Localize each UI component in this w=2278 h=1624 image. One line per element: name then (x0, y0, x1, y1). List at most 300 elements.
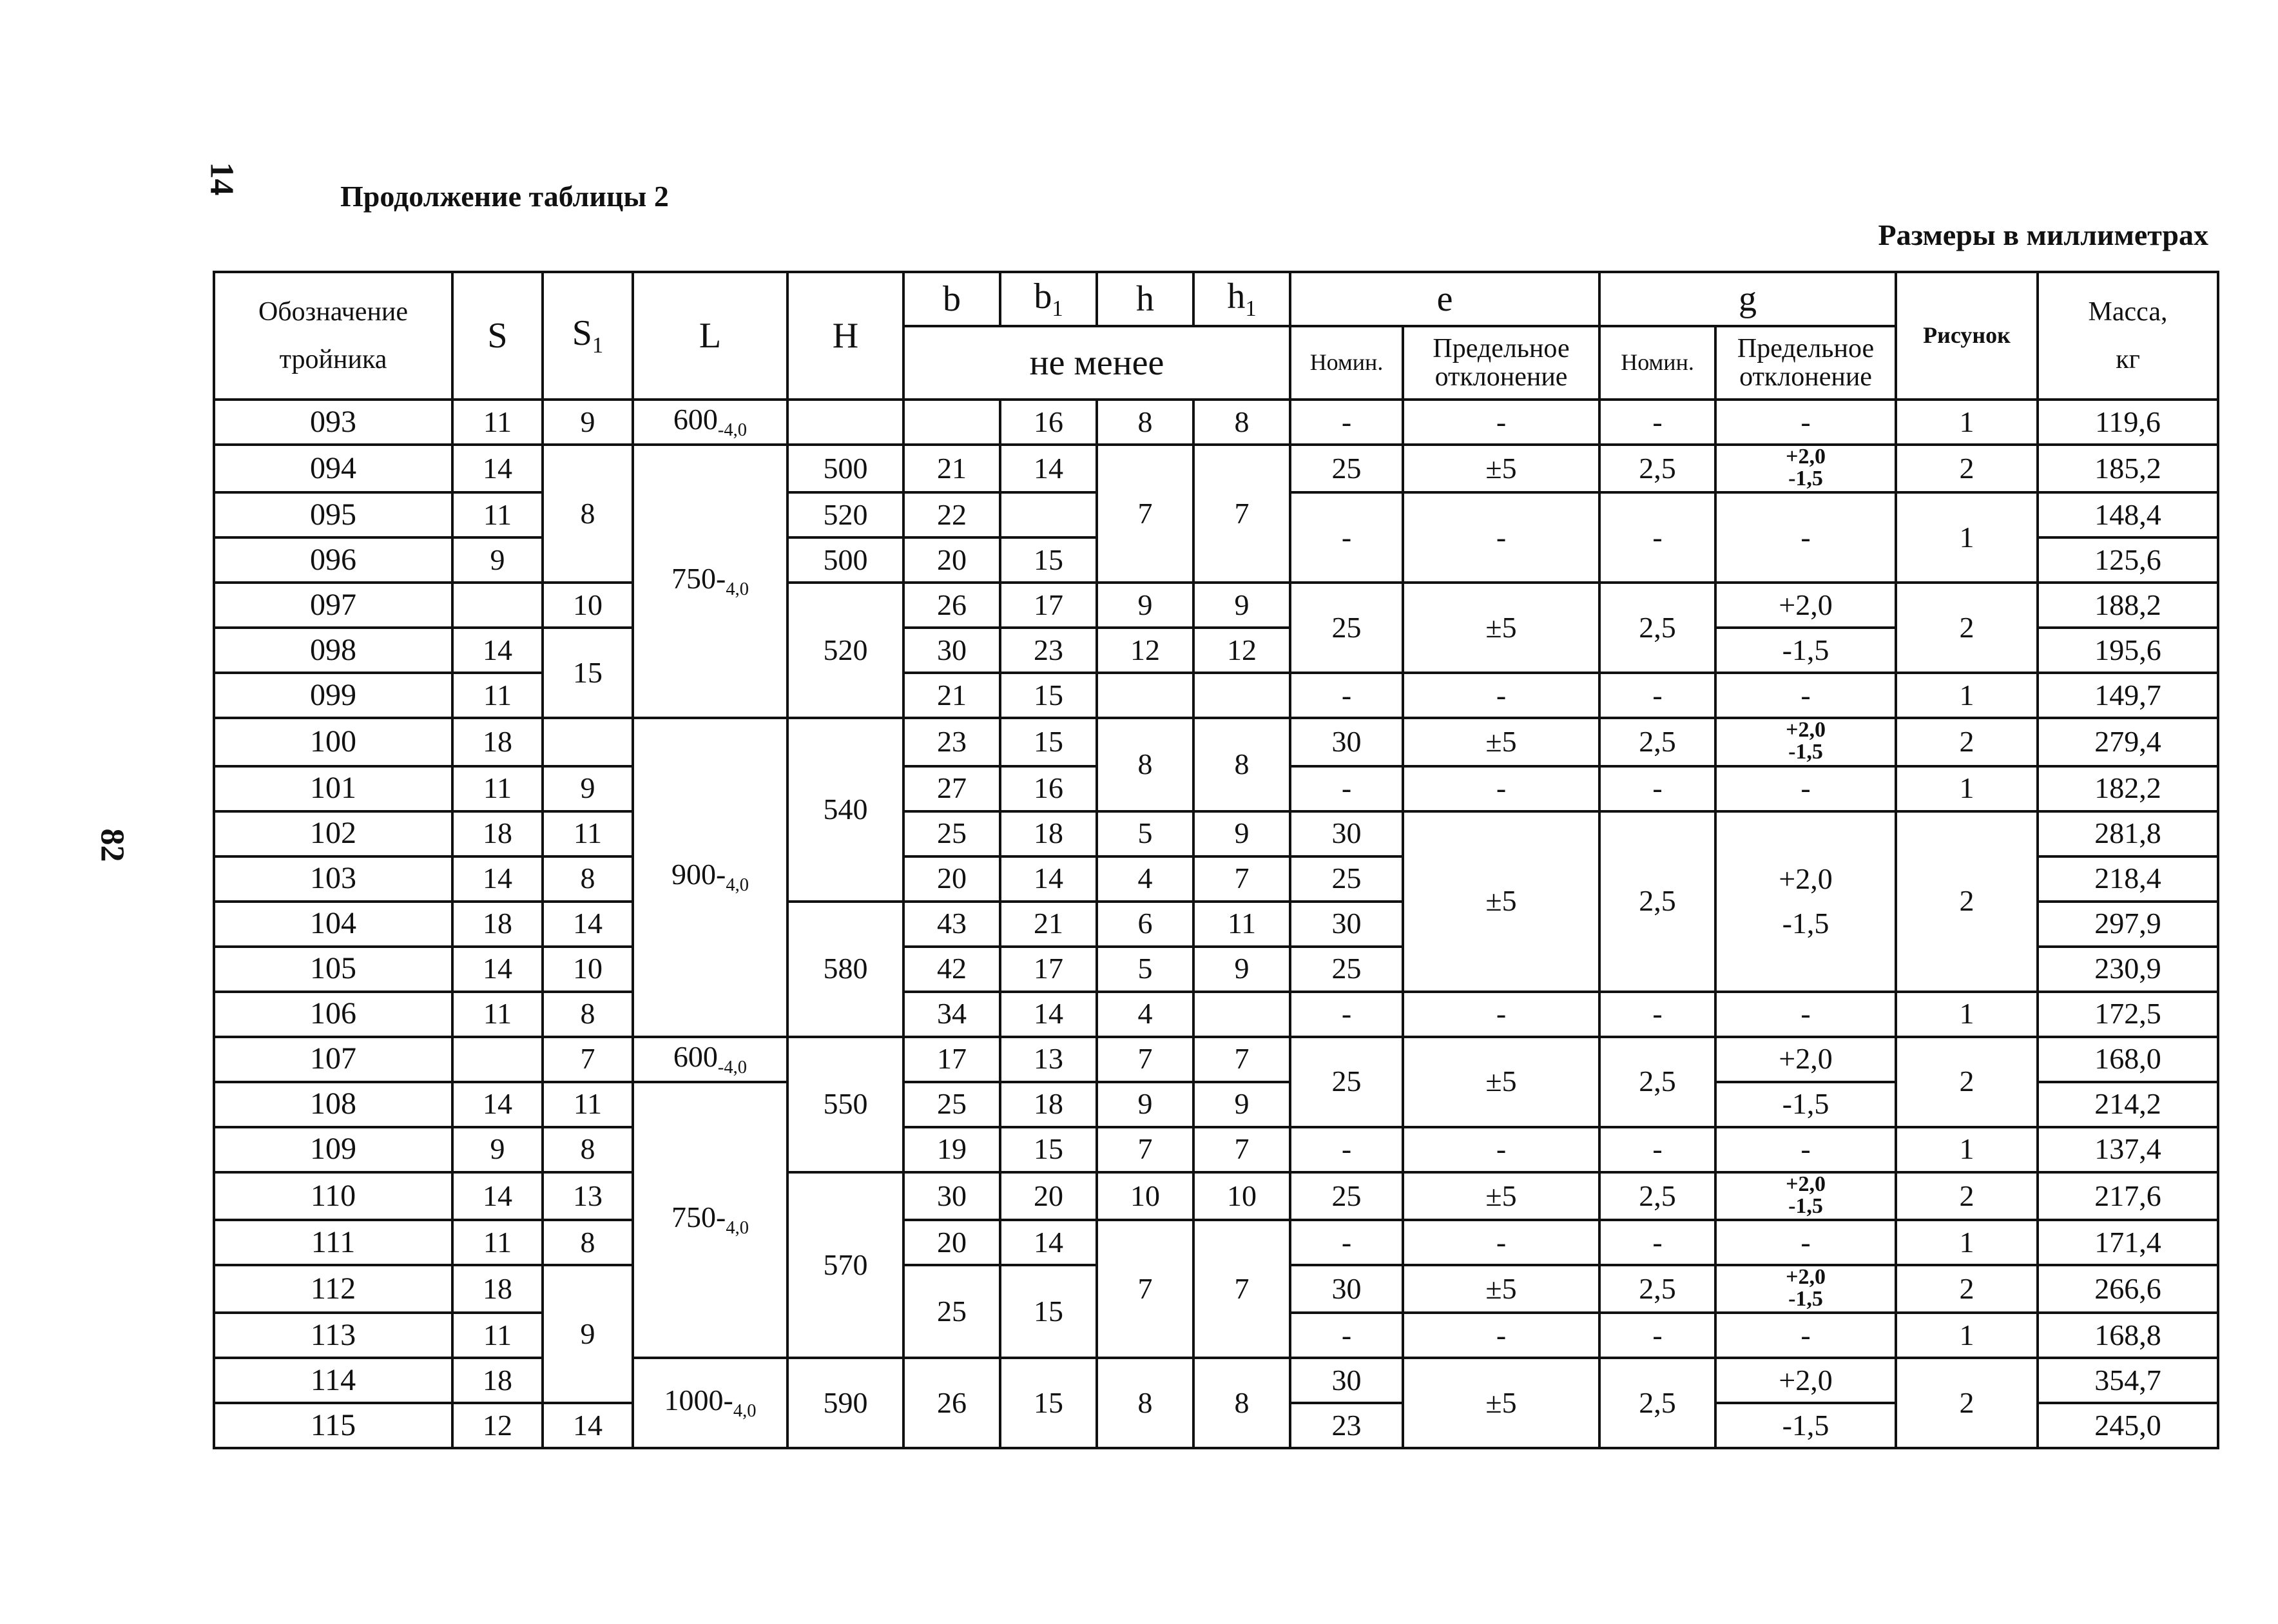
cell-b: 26 (903, 1358, 1000, 1448)
header-S1: $S_1$ (543, 272, 633, 400)
table-row (214, 811, 2218, 856)
cell-S1: 14 (543, 1403, 633, 1448)
cell-id: 111 (214, 1220, 452, 1265)
cell-e-dev: - (1403, 673, 1599, 718)
cell-b: 25 (903, 1082, 1000, 1127)
cell-g-nom: - (1599, 400, 1715, 445)
cell-b1: 15 (1000, 1265, 1097, 1358)
cell-e-nom: 30 (1290, 902, 1403, 947)
cell-S: 14 (452, 445, 543, 492)
cell-mass: 281,8 (2038, 811, 2218, 856)
cell-e-nom: 23 (1290, 1403, 1403, 1448)
cell-h1: 10 (1193, 1172, 1290, 1220)
cell-b: 34 (903, 992, 1000, 1037)
cell-S (452, 583, 543, 628)
cell-fig: 2 (1896, 1172, 2038, 1220)
cell-e-dev: ±5 (1403, 811, 1599, 992)
cell-e-nom: 30 (1290, 811, 1403, 856)
cell-g-nom: 2,5 (1599, 1037, 1715, 1127)
cell-e-dev: ±5 (1403, 1265, 1599, 1313)
cell-e-dev: ±5 (1403, 1358, 1599, 1448)
cell-fig: 2 (1896, 1358, 2038, 1448)
cell-h: 5 (1097, 811, 1193, 856)
cell-b: 30 (903, 1172, 1000, 1220)
cell-S1: 11 (543, 1082, 633, 1127)
cell-h: 10 (1097, 1172, 1193, 1220)
cell-e-nom: 25 (1290, 1037, 1403, 1127)
cell-mass: 195,6 (2038, 628, 2218, 673)
cell-e-dev: - (1403, 1313, 1599, 1358)
cell-e-nom: - (1290, 492, 1403, 583)
cell-e-dev: ±5 (1403, 1172, 1599, 1220)
cell-id: 101 (214, 766, 452, 811)
cell-b: 27 (903, 766, 1000, 811)
cell-b1: 15 (1000, 673, 1097, 718)
cell-h (1097, 673, 1193, 718)
cell-S: 11 (452, 400, 543, 445)
cell-g-dev: - (1715, 1127, 1896, 1172)
cell-S1: 15 (543, 628, 633, 718)
cell-b1: 16 (1000, 766, 1097, 811)
cell-g-nom: 2,5 (1599, 1358, 1715, 1448)
cell-g-dev: +2,0 -1,5 (1715, 1265, 1896, 1313)
cell-S: 18 (452, 811, 543, 856)
cell-b: 20 (903, 856, 1000, 902)
cell-S: 14 (452, 947, 543, 992)
cell-fig: 2 (1896, 1037, 2038, 1127)
cell-mass: 266,6 (2038, 1265, 2218, 1313)
cell-S: 14 (452, 856, 543, 902)
cell-b1: 18 (1000, 1082, 1097, 1127)
cell-h: 9 (1097, 583, 1193, 628)
cell-mass: 168,8 (2038, 1313, 2218, 1358)
cell-b1: 20 (1000, 1172, 1097, 1220)
table-row (214, 1037, 2218, 1082)
cell-fig: 2 (1896, 1265, 2038, 1313)
cell-e-dev: ±5 (1403, 718, 1599, 766)
cell-H: 540 (787, 718, 903, 901)
cell-fig: 1 (1896, 400, 2038, 445)
cell-b1: 18 (1000, 811, 1097, 856)
cell-h1: 9 (1193, 811, 1290, 856)
cell-h: 5 (1097, 947, 1193, 992)
cell-b: 21 (903, 445, 1000, 492)
header-row-1 (214, 272, 2218, 326)
cell-id: 105 (214, 947, 452, 992)
table-row (214, 1358, 2218, 1403)
cell-S: 11 (452, 1313, 543, 1358)
header-H: H (787, 272, 903, 400)
table-row (214, 583, 2218, 628)
cell-fig: 1 (1896, 992, 2038, 1037)
cell-mass: 354,7 (2038, 1358, 2218, 1403)
cell-g-nom: 2,5 (1599, 718, 1715, 766)
cell-mass: 279,4 (2038, 718, 2218, 766)
cell-e-dev: - (1403, 992, 1599, 1037)
cell-S1: 8 (543, 1220, 633, 1265)
header-g-nominal: Номин. (1599, 326, 1715, 400)
header-figure: Рисунок (1896, 272, 2038, 400)
cell-g-nom: 2,5 (1599, 1265, 1715, 1313)
cell-S1: 10 (543, 583, 633, 628)
cell-e-nom: 30 (1290, 1265, 1403, 1313)
cell-mass: 297,9 (2038, 902, 2218, 947)
cell-h: 8 (1097, 718, 1193, 811)
cell-S1: 11 (543, 811, 633, 856)
cell-H: 520 (787, 492, 903, 537)
cell-S: 18 (452, 1358, 543, 1403)
cell-id: 112 (214, 1265, 452, 1313)
cell-S: 14 (452, 1172, 543, 1220)
cell-S1: 8 (543, 1127, 633, 1172)
cell-b: 17 (903, 1037, 1000, 1082)
cell-g-nom: - (1599, 1313, 1715, 1358)
cell-g-dev: +2,0 -1,5 (1715, 1172, 1896, 1220)
cell-g-dev: - (1715, 766, 1896, 811)
cell-b: 21 (903, 673, 1000, 718)
cell-S1: 9 (543, 766, 633, 811)
cell-H: 520 (787, 583, 903, 718)
cell-id: 098 (214, 628, 452, 673)
cell-S1: 9 (543, 1265, 633, 1403)
cell-fig: 1 (1896, 766, 2038, 811)
cell-S: 11 (452, 766, 543, 811)
cell-H: 500 (787, 445, 903, 492)
cell-g-dev: -1,5 (1715, 1082, 1896, 1127)
cell-id: 109 (214, 1127, 452, 1172)
cell-e-nom: - (1290, 992, 1403, 1037)
cell-id: 114 (214, 1358, 452, 1403)
cell-b: 30 (903, 628, 1000, 673)
cell-id: 097 (214, 583, 452, 628)
header-h1: $h_1$ (1193, 272, 1290, 326)
cell-e-dev: - (1403, 1220, 1599, 1265)
cell-g-dev: - (1715, 1220, 1896, 1265)
table-row (214, 992, 2218, 1037)
cell-e-dev: - (1403, 400, 1599, 445)
cell-g-dev: - (1715, 400, 1896, 445)
cell-b: 25 (903, 1265, 1000, 1358)
cell-L: $600_{-4,0}$ (633, 1037, 787, 1082)
cell-id: 093 (214, 400, 452, 445)
cell-fig: 2 (1896, 718, 2038, 766)
cell-e-nom: 25 (1290, 583, 1403, 673)
cell-H (787, 400, 903, 445)
cell-b: 25 (903, 811, 1000, 856)
cell-S1: 8 (543, 445, 633, 583)
cell-h: 7 (1097, 1037, 1193, 1082)
cell-fig: 1 (1896, 673, 2038, 718)
cell-e-nom: - (1290, 1313, 1403, 1358)
cell-S: 11 (452, 673, 543, 718)
cell-b: 20 (903, 537, 1000, 583)
cell-S1: 13 (543, 1172, 633, 1220)
cell-g-dev: +2,0 -1,5 (1715, 811, 1896, 992)
cell-e-nom: 30 (1290, 1358, 1403, 1403)
cell-b1: 16 (1000, 400, 1097, 445)
cell-S: 11 (452, 1220, 543, 1265)
cell-e-nom: 25 (1290, 445, 1403, 492)
cell-fig: 1 (1896, 1313, 2038, 1358)
cell-e-nom: - (1290, 673, 1403, 718)
cell-g-nom: 2,5 (1599, 445, 1715, 492)
cell-S (452, 1037, 543, 1082)
cell-h1: 8 (1193, 400, 1290, 445)
cell-h: 12 (1097, 628, 1193, 673)
cell-b: 23 (903, 718, 1000, 766)
cell-S: 11 (452, 992, 543, 1037)
units-note: Размеры в миллиметрах (1878, 218, 2208, 251)
cell-b1: 13 (1000, 1037, 1097, 1082)
cell-h: 6 (1097, 902, 1193, 947)
header-e-nominal: Номин. (1290, 326, 1403, 400)
cell-mass: 245,0 (2038, 1403, 2218, 1448)
cell-g-nom: - (1599, 766, 1715, 811)
cell-S1: 10 (543, 947, 633, 992)
cell-mass: 188,2 (2038, 583, 2218, 628)
header-S: S (452, 272, 543, 400)
cell-id: 110 (214, 1172, 452, 1220)
header-L: L (633, 272, 787, 400)
header-h: h (1097, 272, 1193, 326)
cell-e-nom: - (1290, 766, 1403, 811)
header-mass: Масса, кг (2038, 272, 2218, 400)
cell-mass: 217,6 (2038, 1172, 2218, 1220)
cell-id: 102 (214, 811, 452, 856)
cell-b1: 15 (1000, 537, 1097, 583)
cell-L: $750-_{4,0}$ (633, 1082, 787, 1358)
cell-fig: 2 (1896, 811, 2038, 992)
cell-S1: 9 (543, 400, 633, 445)
cell-S: 14 (452, 1082, 543, 1127)
cell-id: 104 (214, 902, 452, 947)
cell-mass: 149,7 (2038, 673, 2218, 718)
cell-id: 095 (214, 492, 452, 537)
cell-b1: 14 (1000, 856, 1097, 902)
cell-b (903, 400, 1000, 445)
cell-g-dev: -1,5 (1715, 628, 1896, 673)
table-caption: Продолжение таблицы 2 (340, 180, 669, 213)
cell-H: 500 (787, 537, 903, 583)
cell-b1: 14 (1000, 1220, 1097, 1265)
cell-h1: 7 (1193, 445, 1290, 583)
cell-H: 580 (787, 902, 903, 1037)
header-not-less: не менее (903, 326, 1290, 400)
cell-h1 (1193, 673, 1290, 718)
cell-b1: 17 (1000, 583, 1097, 628)
cell-id: 099 (214, 673, 452, 718)
cell-H: 550 (787, 1037, 903, 1172)
cell-mass: 218,4 (2038, 856, 2218, 902)
cell-h: 7 (1097, 445, 1193, 583)
cell-b1: 15 (1000, 1127, 1097, 1172)
table-row (214, 400, 2218, 445)
cell-fig: 2 (1896, 445, 2038, 492)
cell-b1: 15 (1000, 718, 1097, 766)
cell-h: 7 (1097, 1127, 1193, 1172)
cell-e-dev: - (1403, 766, 1599, 811)
cell-e-dev: ±5 (1403, 583, 1599, 673)
cell-mass: 119,6 (2038, 400, 2218, 445)
cell-e-dev: ±5 (1403, 1037, 1599, 1127)
cell-h1 (1193, 992, 1290, 1037)
cell-S1 (543, 718, 633, 766)
cell-fig: 1 (1896, 492, 2038, 583)
cell-b1: 15 (1000, 1358, 1097, 1448)
cell-h: 4 (1097, 856, 1193, 902)
cell-mass: 168,0 (2038, 1037, 2218, 1082)
cell-g-nom: 2,5 (1599, 583, 1715, 673)
cell-g-nom: - (1599, 492, 1715, 583)
cell-mass: 185,2 (2038, 445, 2218, 492)
table-row (214, 445, 2218, 492)
cell-L: $900-_{4,0}$ (633, 718, 787, 1036)
cell-e-nom: - (1290, 400, 1403, 445)
cell-e-dev: ±5 (1403, 445, 1599, 492)
cell-fig: 2 (1896, 583, 2038, 673)
cell-e-dev: - (1403, 492, 1599, 583)
cell-id: 103 (214, 856, 452, 902)
cell-b: 26 (903, 583, 1000, 628)
cell-mass: 148,4 (2038, 492, 2218, 537)
cell-b1: 23 (1000, 628, 1097, 673)
cell-S: 9 (452, 537, 543, 583)
cell-e-nom: 25 (1290, 1172, 1403, 1220)
header-g-deviation: Предельное отклонение (1715, 326, 1896, 400)
cell-g-dev: - (1715, 1313, 1896, 1358)
cell-h1: 9 (1193, 1082, 1290, 1127)
cell-h1: 7 (1193, 856, 1290, 902)
cell-h: 8 (1097, 400, 1193, 445)
cell-g-dev: +2,0 (1715, 583, 1896, 628)
cell-g-dev: - (1715, 992, 1896, 1037)
cell-g-nom: - (1599, 992, 1715, 1037)
cell-S1: 8 (543, 992, 633, 1037)
cell-S1: 7 (543, 1037, 633, 1082)
cell-g-dev: +2,0 (1715, 1358, 1896, 1403)
cell-g-dev: -1,5 (1715, 1403, 1896, 1448)
cell-mass: 125,6 (2038, 537, 2218, 583)
cell-mass: 172,5 (2038, 992, 2218, 1037)
table-row (214, 673, 2218, 718)
cell-H: 590 (787, 1358, 903, 1448)
cell-id: 113 (214, 1313, 452, 1358)
cell-S: 14 (452, 628, 543, 673)
cell-g-dev: +2,0 -1,5 (1715, 445, 1896, 492)
cell-b1: 17 (1000, 947, 1097, 992)
cell-h1: 7 (1193, 1127, 1290, 1172)
cell-mass: 214,2 (2038, 1082, 2218, 1127)
header-b: b (903, 272, 1000, 326)
cell-h1: 9 (1193, 583, 1290, 628)
cell-g-dev: - (1715, 492, 1896, 583)
table-row (214, 1172, 2218, 1220)
cell-h: 9 (1097, 1082, 1193, 1127)
cell-b: 19 (903, 1127, 1000, 1172)
cell-id: 094 (214, 445, 452, 492)
table-row (214, 718, 2218, 766)
cell-g-nom: 2,5 (1599, 811, 1715, 992)
cell-h: 7 (1097, 1220, 1193, 1358)
cell-mass: 137,4 (2038, 1127, 2218, 1172)
cell-S: 18 (452, 1265, 543, 1313)
cell-e-nom: - (1290, 1127, 1403, 1172)
cell-b1: 14 (1000, 992, 1097, 1037)
cell-h: 4 (1097, 992, 1193, 1037)
cell-H: 570 (787, 1172, 903, 1358)
cell-e-nom: 30 (1290, 718, 1403, 766)
cell-b1 (1000, 492, 1097, 537)
cell-b1: 21 (1000, 902, 1097, 947)
cell-e-nom: 25 (1290, 947, 1403, 992)
cell-b1: 14 (1000, 445, 1097, 492)
cell-h1: 12 (1193, 628, 1290, 673)
table-row (214, 1220, 2218, 1265)
header-e-deviation: Предельное отклонение (1403, 326, 1599, 400)
page-number-top: 14 (203, 162, 240, 196)
cell-h: 8 (1097, 1358, 1193, 1448)
cell-e-nom: - (1290, 1220, 1403, 1265)
cell-g-dev: - (1715, 673, 1896, 718)
cell-id: 115 (214, 1403, 452, 1448)
header-designation: Обозначение тройника (214, 272, 452, 400)
cell-b: 42 (903, 947, 1000, 992)
cell-S1: 8 (543, 856, 633, 902)
cell-L: $1000-_{4,0}$ (633, 1358, 787, 1448)
cell-S: 18 (452, 718, 543, 766)
cell-id: 106 (214, 992, 452, 1037)
cell-h1: 7 (1193, 1037, 1290, 1082)
header-b1: $b_1$ (1000, 272, 1097, 326)
header-e: e (1290, 272, 1599, 326)
cell-S: 12 (452, 1403, 543, 1448)
cell-fig: 1 (1896, 1127, 2038, 1172)
cell-g-nom: - (1599, 673, 1715, 718)
table-row (214, 1127, 2218, 1172)
cell-b: 43 (903, 902, 1000, 947)
cell-g-dev: +2,0 (1715, 1037, 1896, 1082)
cell-g-nom: 2,5 (1599, 1172, 1715, 1220)
cell-id: 108 (214, 1082, 452, 1127)
cell-mass: 230,9 (2038, 947, 2218, 992)
cell-L: $600_{-4,0}$ (633, 400, 787, 445)
cell-h1: 8 (1193, 1358, 1290, 1448)
page-number-side: 82 (93, 828, 131, 862)
cell-e-dev: - (1403, 1127, 1599, 1172)
cell-h1: 11 (1193, 902, 1290, 947)
cell-S: 18 (452, 902, 543, 947)
cell-L: $750-_{4,0}$ (633, 445, 787, 718)
cell-id: 096 (214, 537, 452, 583)
cell-h1: 8 (1193, 718, 1290, 811)
cell-g-nom: - (1599, 1220, 1715, 1265)
cell-S: 9 (452, 1127, 543, 1172)
cell-mass: 182,2 (2038, 766, 2218, 811)
cell-id: 100 (214, 718, 452, 766)
cell-h1: 9 (1193, 947, 1290, 992)
cell-b: 20 (903, 1220, 1000, 1265)
cell-S: 11 (452, 492, 543, 537)
cell-h1: 7 (1193, 1220, 1290, 1358)
cell-id: 107 (214, 1037, 452, 1082)
cell-S1: 14 (543, 902, 633, 947)
cell-mass: 171,4 (2038, 1220, 2218, 1265)
cell-g-nom: - (1599, 1127, 1715, 1172)
cell-b: 22 (903, 492, 1000, 537)
cell-fig: 1 (1896, 1220, 2038, 1265)
tees-dimensions-table (213, 271, 2219, 1449)
header-g: g (1599, 272, 1896, 326)
